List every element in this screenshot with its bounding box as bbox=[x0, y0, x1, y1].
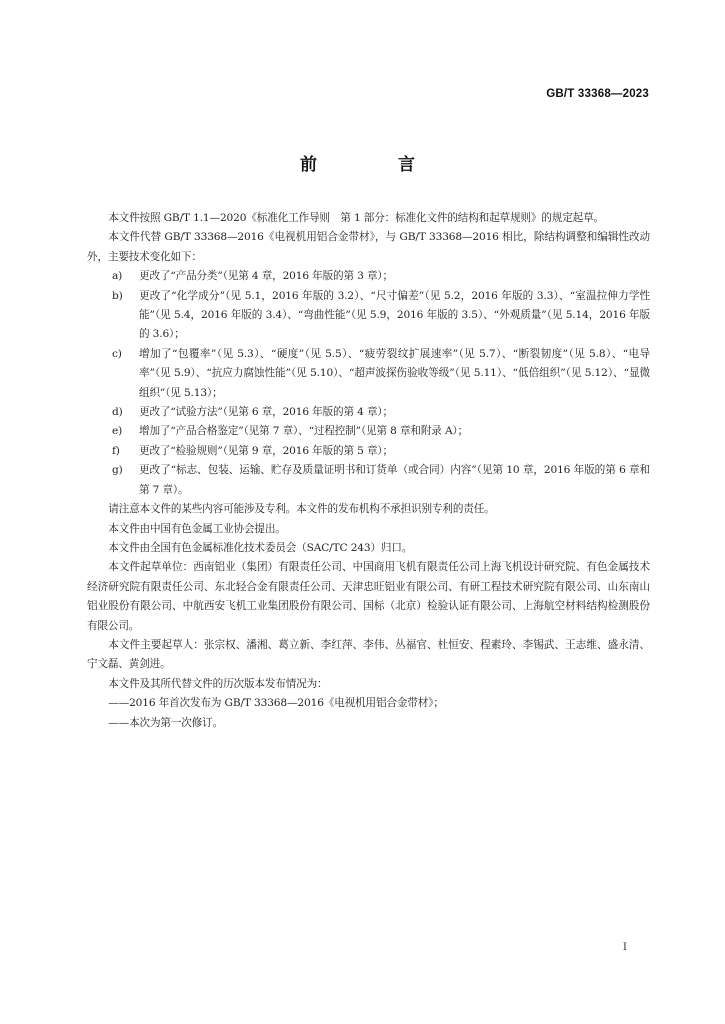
list-marker: f) bbox=[112, 444, 120, 457]
list-marker: a) bbox=[112, 270, 123, 283]
change-item-e bbox=[87, 422, 650, 441]
paragraph-patent-notice: 请注意本文件的某些内容可能涉及专利。本文件的发布机构不承担识别专利的责任。 bbox=[108, 503, 495, 516]
page-number: I bbox=[622, 941, 627, 953]
change-text: 更改了“产品分类”（见第 4 章，2016 年版的第 3 章）； bbox=[139, 270, 393, 283]
change-item-f bbox=[87, 442, 650, 461]
page-title: 前 言 bbox=[300, 155, 447, 175]
list-marker: g) bbox=[112, 464, 123, 477]
change-text: 增加了“包覆率”（见 5.3）、“硬度”（见 5.5）、“疲劳裂纹扩展速率”（见 5.7）、“断裂韧度”（见 5.8）、“电导率”（见 5.9）、“抗应力腐蚀性能”（见 5.10）、“超声波探伤验收等级”（见 5.11）、“低倍组织”（见 5.12）、“显微组织”（见 5.13）； bbox=[139, 347, 650, 399]
paragraph-proposer: 本文件由中国有色金属工业协会提出。 bbox=[108, 522, 286, 535]
change-item-c bbox=[87, 345, 650, 403]
paragraph-drafters: 本文件主要起草人：张宗权、潘湘、葛立新、李红萍、李伟、丛福官、杜恒安、程素玲、李锡武、王志维、盛永清、宁文磊、黄剑进。 bbox=[87, 638, 650, 671]
history-item: ——本次为第一次修订。 bbox=[108, 716, 224, 729]
change-text: 更改了“标志、包装、运输、贮存及质量证明书和订货单（或合同）内容”（见第 10 章，2016 年版的第 6 章和第 7 章）。 bbox=[139, 464, 650, 496]
change-text: 更改了“化学成分”（见 5.1，2016 年版的 3.2）、“尺寸偏差”（见 5.2，2016 年版的 3.3）、“室温拉伸力学性能”（见 5.4，2016 年版的 3.4）、“弯曲性能”（见 5.9，2016 年版的 3.5）、“外观质量”（见 5.14，2016 年版的 3.6）； bbox=[139, 289, 650, 341]
paragraph-drafting-rules: 本文件按照 GB/T 1.1—2020《标准化工作导则 第 1 部分：标准化文件的结构和起草规则》的规定起草。 bbox=[108, 212, 604, 224]
change-item-d bbox=[87, 403, 650, 422]
paragraph-history-intro: 本文件及其所代替文件的历次版本发布情况为： bbox=[108, 677, 328, 690]
change-text: 更改了“检验规则”（见第 9 章，2016 年版的第 5 章）； bbox=[139, 444, 393, 457]
list-marker: c) bbox=[112, 347, 122, 360]
document-body bbox=[87, 209, 650, 733]
paragraph-drafting-units: 本文件起草单位：西南铝业（集团）有限责任公司、中国商用飞机有限责任公司上海飞机设计研究院、有色金属技术经济研究院有限责任公司、东北轻合金有限责任公司、天津忠旺铝业有限公司、有研工程技术研究院有限公司、山东南山铝业股份有限公司、中航西安飞机工业集团股份有限公司、国标（北京）检验认证有限公司、上海航空材料结构检测股份有限公司。 bbox=[87, 561, 650, 632]
list-marker: b) bbox=[112, 289, 123, 302]
change-item-b bbox=[87, 287, 650, 345]
change-item-g bbox=[87, 461, 650, 500]
change-item-a bbox=[87, 267, 650, 286]
list-marker: e) bbox=[112, 425, 123, 438]
list-marker: d) bbox=[112, 406, 123, 419]
paragraph-replacement-note: 本文件代替 GB/T 33368—2016《电视机用铝合金带材》，与 GB/T 33368—2016 相比，除结构调整和编辑性改动外，主要技术变化如下： bbox=[87, 231, 650, 263]
change-text: 更改了“试验方法”（见第 6 章，2016 年版的第 4 章）； bbox=[139, 406, 393, 419]
history-item: ——2016 年首次发布为 GB/T 33368—2016《电视机用铝合金带材》； bbox=[108, 697, 444, 710]
change-text: 增加了“产品合格鉴定”（见第 7 章）、“过程控制”（见第 8 章和附录 A）； bbox=[139, 425, 469, 438]
changes-list bbox=[87, 267, 650, 500]
paragraph-technical-committee: 本文件由全国有色金属标准化技术委员会（SAC/TC 243）归口。 bbox=[108, 541, 413, 554]
standard-number: GB/T 33368—2023 bbox=[546, 88, 649, 100]
